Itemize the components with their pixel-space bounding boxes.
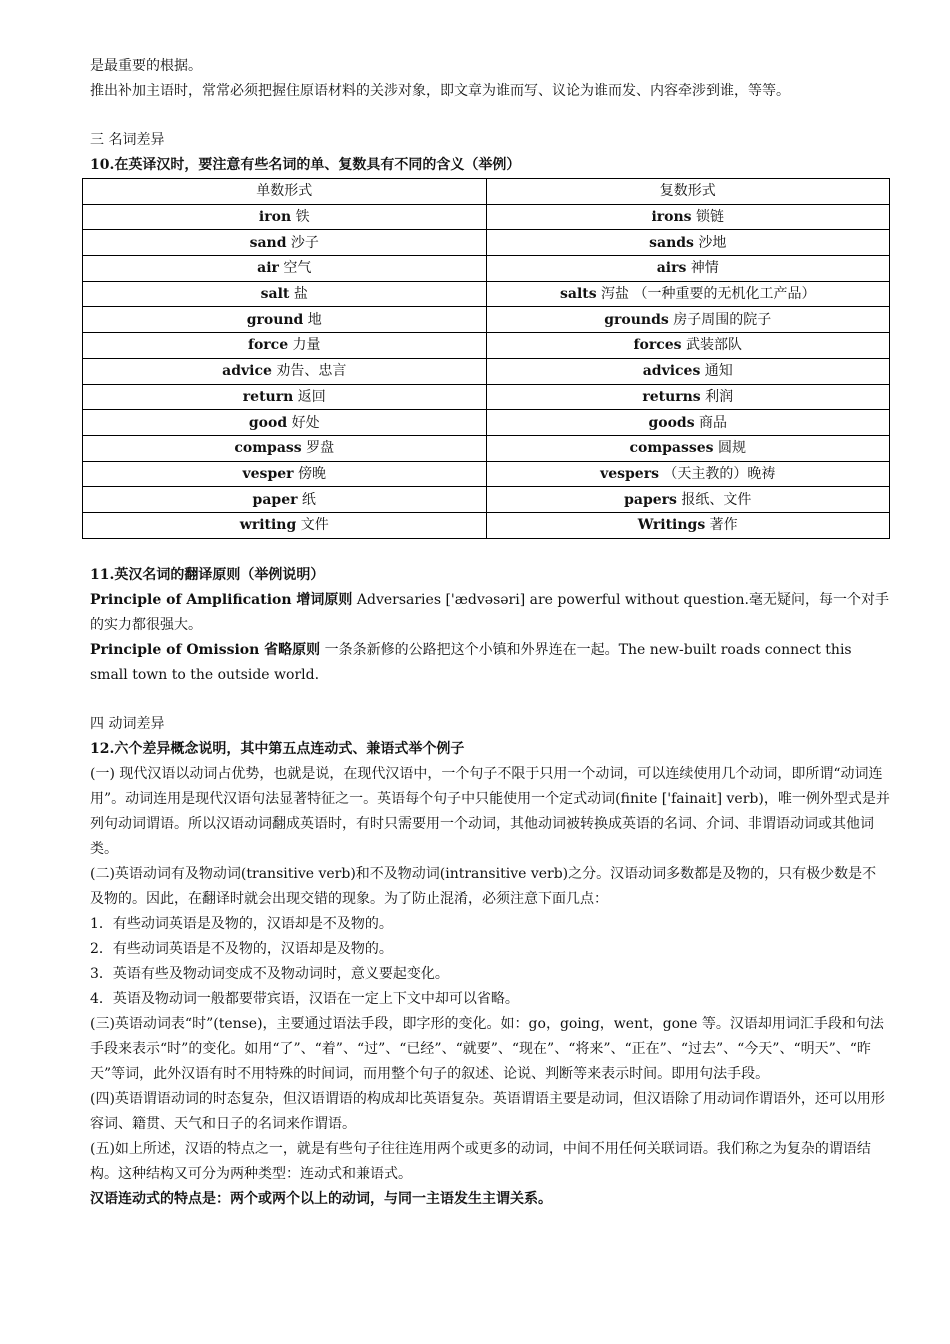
singular-meaning: 劝告、忠言 (271, 363, 347, 380)
singular-cell (83, 435, 487, 461)
plural-meaning: 利润 (700, 388, 734, 405)
question-12-heading: 12.六个差异概念说明，其中第五点连动式、兼语式举个例子 (90, 740, 465, 757)
singular-cell (83, 384, 487, 410)
plural-cell (486, 512, 890, 538)
omission-paragraph (90, 638, 890, 688)
table-row (83, 204, 890, 230)
plural-meaning: 锁链 (691, 209, 725, 226)
plural-word: compasses (629, 440, 714, 457)
plural-meaning: 通知 (700, 363, 733, 380)
singular-word: air (257, 260, 279, 277)
singular-meaning: 沙子 (286, 234, 319, 251)
singular-word: vesper (242, 465, 294, 482)
verb-paragraph-1: (一) 现代汉语以动词占优势，也就是说，在现代汉语中，一个句子不限于只用一个动词，可以连续使用几个动词，即所谓“动词连用”。动词连用是现代汉语句法显著特征之一。英语每个句子中只能使用一个定式动词(finite ['fainait] verb)，唯一例外型式是并列句动词谓语。所以汉语动词翻成英语时，有时只需要用一个动词，其他动词被转换成英语的名词、介词、非谓语动词或其他词类。 (90, 765, 890, 857)
plural-meaning: 神情 (686, 260, 719, 277)
intro-line-2: 推出补加主语时，常常必须把握住原语材料的关涉对象，即文章为谁而写、议论为谁而发、内容牵涉到谁，等等。 (90, 83, 790, 99)
table-row (83, 281, 890, 307)
plural-meaning: 武装部队 (681, 337, 742, 354)
table-row (83, 307, 890, 333)
singular-word: force (247, 337, 289, 354)
plural-meaning: 著作 (705, 517, 738, 534)
plural-word: goods (648, 414, 695, 431)
plural-cell (486, 307, 890, 333)
document-page (90, 54, 890, 1212)
plural-cell (486, 461, 890, 487)
table-row (83, 333, 890, 359)
plural-cell (486, 410, 890, 436)
singular-meaning: 地 (303, 311, 322, 328)
plural-cell (486, 230, 890, 256)
plural-meaning: 报纸、文件 (676, 491, 752, 508)
singular-word: advice (222, 363, 272, 380)
plural-word: grounds (604, 311, 669, 328)
singular-meaning: 空气 (278, 260, 312, 277)
table-row (83, 435, 890, 461)
plural-meaning: （天主教的）晚祷 (658, 465, 776, 482)
verb-paragraph-5: (五)如上所述，汉语的特点之一，就是有些句子往往连用两个或更多的动词，中间不用任何关联词语。我们称之为复杂的谓语结构。这种结构又可分为两种类型：连动式和兼语式。 (90, 1140, 871, 1182)
singular-meaning: 返回 (293, 388, 326, 405)
verb-paragraph-3: (三)英语动词表“时”(tense)，主要通过语法手段，即字形的变化。如：go，going，went，gone 等。汉语却用词汇手段和句法手段来表示“时”的变化。如用“了”、“着”、“过”、“已经”、“就要”、“现在”、“将来”、“正在”、“过去”、“今天”、“明天”、“昨天”等词，此外汉语有时不用特殊的时间词，而用整个句子的叙述、论说、判断等来表示时间。即用句法手段。 (90, 1015, 884, 1082)
plural-cell (486, 256, 890, 282)
omission-text: 一条条新修的公路把这个小镇和外界连在一起。The new-built roads connect this small town to the outside world. (90, 641, 852, 683)
verb-paragraph-4: (四)英语谓语动词的时态复杂，但汉语谓语的构成却比英语复杂。英语谓语主要是动词，但汉语除了用动词作谓语外，还可以用形容词、籍贯、天气和日子的名词来作谓语。 (90, 1090, 885, 1132)
list-item: 4．英语及物动词一般都要带宾语，汉语在一定上下文中却可以省略。 (90, 990, 519, 1007)
singular-word: iron (258, 209, 292, 226)
section-4-title: 四 动词差异 (90, 715, 165, 732)
table-row (83, 410, 890, 436)
singular-cell (83, 358, 487, 384)
singular-cell (83, 487, 487, 513)
plural-cell (486, 281, 890, 307)
singular-cell (83, 333, 487, 359)
singular-word: compass (234, 440, 302, 457)
plural-meaning: 商品 (694, 414, 728, 431)
question-10-heading: 10.在英译汉时，要注意有些名词的单、复数具有不同的含义（举例） (90, 157, 521, 173)
table-row (83, 256, 890, 282)
plural-word: forces (633, 337, 682, 354)
plural-word: salts (559, 286, 597, 303)
plural-word: papers (624, 491, 677, 508)
plural-word: irons (651, 209, 692, 226)
list-item: 1．有些动词英语是及物的，汉语却是不及物的。 (90, 915, 393, 932)
question-11-heading: 11.英汉名词的翻译原则（举例说明） (90, 566, 325, 583)
singular-meaning: 纸 (297, 491, 316, 508)
table-row (83, 512, 890, 538)
singular-cell (83, 256, 487, 282)
plural-word: vespers (600, 465, 659, 482)
plural-meaning: 沙地 (693, 234, 727, 251)
header-plural: 复数形式 (486, 179, 890, 205)
singular-cell (83, 461, 487, 487)
list-item: 2．有些动词英语是不及物的，汉语却是及物的。 (90, 940, 393, 957)
table-row (83, 230, 890, 256)
singular-word: salt (260, 286, 290, 303)
singular-meaning: 罗盘 (301, 440, 335, 457)
singular-cell (83, 230, 487, 256)
singular-word: sand (249, 234, 287, 251)
singular-cell (83, 512, 487, 538)
table-header-row (83, 179, 890, 205)
singular-word: return (242, 388, 294, 405)
noun-number-table (82, 178, 890, 539)
singular-cell (83, 204, 487, 230)
plural-cell (486, 384, 890, 410)
table-row (83, 358, 890, 384)
table-row (83, 487, 890, 513)
serial-verb-summary: 汉语连动式的特点是：两个或两个以上的动词，与同一主语发生主谓关系。 (90, 1190, 552, 1207)
section-3-title: 三 名词差异 (90, 132, 165, 148)
plural-word: airs (656, 260, 687, 277)
plural-word: advices (642, 363, 701, 380)
plural-meaning: 泻盐 （一种重要的无机化工产品） (596, 286, 816, 303)
singular-meaning: 盐 (289, 286, 308, 303)
omission-label: Principle of Omission 省略原则 (90, 641, 321, 658)
plural-cell (486, 204, 890, 230)
singular-word: good (248, 414, 288, 431)
singular-cell (83, 281, 487, 307)
singular-meaning: 傍晚 (293, 465, 326, 482)
verb-paragraph-2: (二)英语动词有及物动词(transitive verb)和不及物动词(intransitive verb)之分。汉语动词多数都是及物的，只有极少数是不及物的。因此，在翻译时就会出现交错的现象。为了防止混淆，必须注意下面几点： (90, 865, 877, 907)
table-row (83, 461, 890, 487)
table-row (83, 384, 890, 410)
singular-cell (83, 410, 487, 436)
singular-meaning: 铁 (291, 209, 310, 226)
singular-meaning: 好处 (287, 414, 320, 431)
intro-line-1: 是最重要的根据。 (90, 58, 202, 74)
singular-word: writing (239, 517, 297, 534)
plural-meaning: 房子周围的院子 (668, 311, 772, 328)
singular-cell (83, 307, 487, 333)
amplification-paragraph (90, 588, 890, 638)
singular-meaning: 文件 (296, 517, 329, 534)
plural-cell (486, 333, 890, 359)
plural-word: sands (649, 234, 694, 251)
singular-word: ground (246, 311, 304, 328)
header-singular: 单数形式 (83, 179, 487, 205)
plural-word: Writings (637, 517, 706, 534)
plural-word: returns (642, 388, 701, 405)
singular-word: paper (252, 491, 298, 508)
plural-cell (486, 358, 890, 384)
plural-cell (486, 487, 890, 513)
amplification-text: Adversaries ['ædvəsəri] are powerful without question.毫无疑问，每一个对手的实力都很强大。 (90, 591, 889, 633)
amplification-label: Principle of Amplification 增词原则 (90, 591, 353, 608)
plural-meaning: 圆规 (713, 440, 747, 457)
singular-meaning: 力量 (288, 337, 321, 354)
plural-cell (486, 435, 890, 461)
list-item: 3．英语有些及物动词变成不及物动词时，意义要起变化。 (90, 965, 449, 982)
